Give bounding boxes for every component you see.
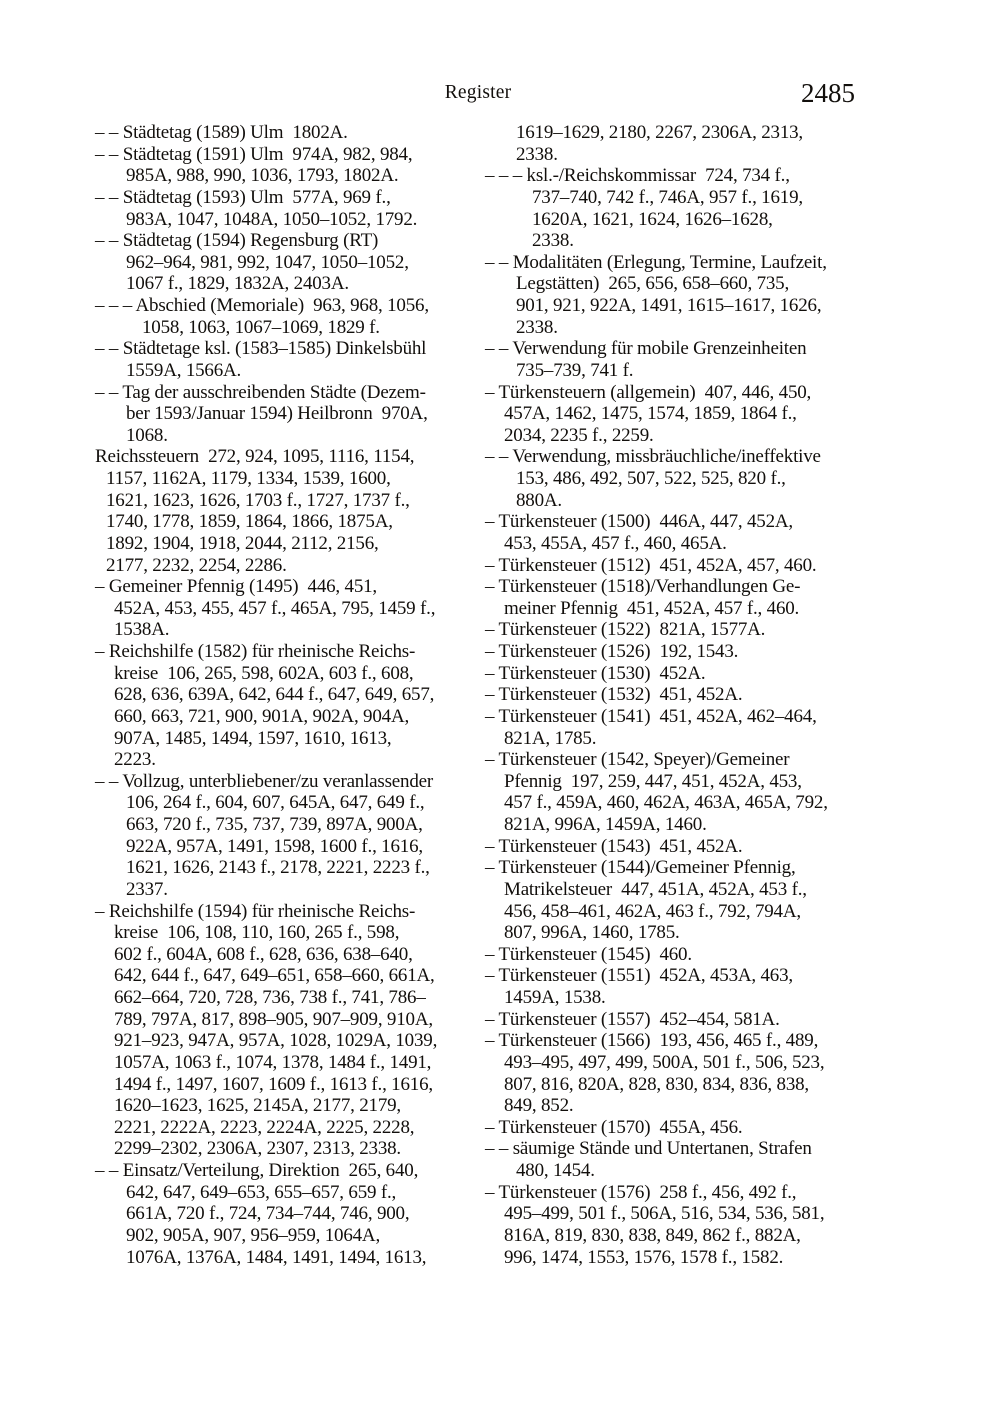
entry-continuation-line: 821A, 1785. xyxy=(504,727,597,749)
index-entry xyxy=(95,1160,471,1268)
entry-first-line: – Reichshilfe (1594) für rheinische Reichs- xyxy=(95,900,416,922)
entry-continuation-line: 1157, 1162A, 1179, 1334, 1539, 1600, xyxy=(106,468,391,489)
entry-first-line: – Türkensteuer (1500) 446A, 447, 452A, xyxy=(485,511,793,533)
entry-first-line: – – Vollzug, unterbliebener/zu veranlassender xyxy=(95,770,433,792)
entry-continuation-line: 2338. xyxy=(516,143,558,165)
index-entry xyxy=(485,965,861,1008)
page-number: 2485 xyxy=(801,78,855,108)
index-entry xyxy=(485,576,861,619)
entry-continuation-line: 1892, 1904, 1918, 2044, 2112, 2156, xyxy=(106,532,379,554)
entry-first-line: – – Städtetag (1593) Ulm 577A, 969 f., xyxy=(95,186,391,208)
entry-first-line: – – Modalitäten (Erlegung, Termine, Laufzeit, xyxy=(485,251,827,273)
entry-continuation-line: 153, 486, 492, 507, 522, 525, 820 f., xyxy=(516,468,786,489)
entry-continuation-line: kreise 106, 108, 110, 160, 265 f., 598, xyxy=(114,922,400,944)
entry-first-line: – Türkensteuer (1544)/Gemeiner Pfennig, xyxy=(485,857,796,879)
entry-continuation-line: 457A, 1462, 1475, 1574, 1859, 1864 f., xyxy=(504,403,797,425)
index-entry xyxy=(95,338,471,381)
entry-continuation-line: 983A, 1047, 1048A, 1050–1052, 1792. xyxy=(126,208,418,230)
index-entry xyxy=(95,901,471,1161)
entry-first-line: – Türkensteuer (1530) 452A. xyxy=(485,662,706,684)
entry-continuation-line: 2338. xyxy=(516,316,558,338)
entry-continuation-line: 1459A, 1538. xyxy=(504,987,606,1008)
running-title: Register xyxy=(444,82,512,103)
entry-continuation-line: 789, 797A, 817, 898–905, 907–909, 910A, xyxy=(114,1008,433,1030)
entry-first-line: – Türkensteuer (1566) 193, 456, 465 f., 489, xyxy=(485,1030,819,1052)
entry-continuation-line: 495–499, 501 f., 506A, 516, 534, 536, 581, xyxy=(504,1203,825,1225)
entry-first-line: – Türkensteuer (1557) 452–454, 581A. xyxy=(485,1008,780,1030)
entry-continuation-line: 807, 996A, 1460, 1785. xyxy=(504,922,680,944)
entry-continuation-line: 452A, 453, 455, 457 f., 465A, 795, 1459 f., xyxy=(114,597,436,619)
entry-first-line: Reichssteuern 272, 924, 1095, 1116, 1154, xyxy=(95,446,415,468)
entry-first-line: – – Verwendung für mobile Grenzeinheiten xyxy=(485,338,807,360)
entry-continuation-line: 735–739, 741 f. xyxy=(516,359,634,381)
entry-continuation-line: 1621, 1626, 2143 f., 2178, 2221, 2223 f., xyxy=(126,857,430,879)
entry-continuation-line: 456, 458–461, 462A, 463 f., 792, 794A, xyxy=(504,900,801,922)
index-entry xyxy=(485,619,861,641)
entry-continuation-line: 1067 f., 1829, 1832A, 2403A. xyxy=(126,273,349,295)
entry-continuation-line: 902, 905A, 907, 956–959, 1064A, xyxy=(126,1224,380,1246)
entry-continuation-line: 660, 663, 721, 900, 901A, 902A, 904A, xyxy=(114,705,410,727)
entry-first-line: 1619–1629, 2180, 2267, 2306A, 2313, xyxy=(516,122,803,143)
index-columns xyxy=(95,122,861,1268)
entry-continuation-line: 480, 1454. xyxy=(516,1160,595,1181)
entry-continuation-line: 661A, 720 f., 724, 734–744, 746, 900, xyxy=(126,1203,410,1225)
entry-continuation-line: 2034, 2235 f., 2259. xyxy=(504,424,654,446)
entry-first-line: – – säumige Stände und Untertanen, Strafen xyxy=(485,1138,812,1160)
index-entry xyxy=(485,511,861,554)
index-entry xyxy=(485,382,861,447)
index-entry xyxy=(95,641,471,771)
entry-continuation-line: 1494 f., 1497, 1607, 1609 f., 1613 f., 1616, xyxy=(114,1073,433,1095)
index-entry xyxy=(485,252,861,339)
index-entry xyxy=(485,944,861,966)
index-entry xyxy=(95,230,471,295)
entry-first-line: – Türkensteuer (1512) 451, 452A, 457, 460. xyxy=(485,554,817,576)
entry-continuation-line: 1559A, 1566A. xyxy=(126,359,242,381)
entry-continuation-line: 901, 921, 922A, 1491, 1615–1617, 1626, xyxy=(516,295,822,316)
entry-first-line: – Türkensteuer (1551) 452A, 453A, 463, xyxy=(485,965,793,987)
entry-first-line: – – Verwendung, missbräuchliche/ineffektive xyxy=(485,446,821,468)
index-entry xyxy=(95,771,471,901)
entry-continuation-line: 1620A, 1621, 1624, 1626–1628, xyxy=(532,208,773,230)
index-entry xyxy=(95,446,471,576)
entry-continuation-line: Pfennig 197, 259, 447, 451, 452A, 453, xyxy=(504,770,802,792)
entry-first-line: – Türkensteuer (1542, Speyer)/Gemeiner xyxy=(485,749,790,771)
entry-first-line: – – Städtetage ksl. (1583–1585) Dinkelsbühl xyxy=(95,338,427,360)
entry-continuation-line: Legstätten) 265, 656, 658–660, 735, xyxy=(516,273,790,295)
entry-continuation-line: 1058, 1063, 1067–1069, 1829 f. xyxy=(142,316,380,338)
entry-continuation-line: ber 1593/Januar 1594) Heilbronn 970A, xyxy=(126,403,428,425)
entry-continuation-line: 602 f., 604A, 608 f., 628, 636, 638–640, xyxy=(114,943,413,965)
entry-first-line: – Türkensteuer (1570) 455A, 456. xyxy=(485,1116,743,1138)
index-entry xyxy=(485,749,861,836)
entry-first-line: – – Tag der ausschreibenden Städte (Dezem- xyxy=(95,381,426,403)
entry-first-line: – Türkensteuer (1576) 258 f., 456, 492 f., xyxy=(485,1181,797,1203)
entry-first-line: – – Städtetag (1589) Ulm 1802A. xyxy=(95,122,348,143)
book-page xyxy=(95,78,861,1268)
entry-continuation-line: 493–495, 497, 499, 500A, 501 f., 506, 523, xyxy=(504,1051,825,1073)
entry-first-line: – Türkensteuer (1526) 192, 1543. xyxy=(485,641,739,662)
entry-continuation-line: 106, 264 f., 604, 607, 645A, 647, 649 f., xyxy=(126,792,425,814)
entry-continuation-line: 2223. xyxy=(114,749,156,771)
entry-continuation-line: 642, 647, 649–653, 655–657, 659 f., xyxy=(126,1181,397,1203)
entry-continuation-line: 1538A. xyxy=(114,619,170,641)
index-entry xyxy=(485,165,861,252)
entry-first-line: – Türkensteuern (allgemein) 407, 446, 450, xyxy=(485,381,812,403)
entry-first-line: – Türkensteuer (1541) 451, 452A, 462–464, xyxy=(485,705,817,727)
entry-continuation-line: 1068. xyxy=(126,424,168,446)
entry-continuation-line: 921–923, 947A, 957A, 1028, 1029A, 1039, xyxy=(114,1030,438,1052)
entry-continuation-line: 737–740, 742 f., 746A, 957 f., 1619, xyxy=(532,186,803,208)
entry-continuation-line: 907A, 1485, 1494, 1597, 1610, 1613, xyxy=(114,727,392,749)
entry-continuation-line: 2221, 2222A, 2223, 2224A, 2225, 2228, xyxy=(114,1116,415,1138)
index-entry xyxy=(485,1030,861,1117)
entry-first-line: – – Einsatz/Verteilung, Direktion 265, 640, xyxy=(95,1160,419,1181)
index-entry xyxy=(485,1009,861,1031)
entry-continuation-line: 2299–2302, 2306A, 2307, 2313, 2338. xyxy=(114,1138,401,1160)
entry-continuation-line: 2338. xyxy=(532,230,574,252)
index-entry-continuation xyxy=(485,122,861,165)
entry-continuation-line: 663, 720 f., 735, 737, 739, 897A, 900A, xyxy=(126,814,423,835)
entry-continuation-line: 457 f., 459A, 460, 462A, 463A, 465A, 792, xyxy=(504,792,828,814)
entry-first-line: – Reichshilfe (1582) für rheinische Reichs- xyxy=(95,641,416,662)
entry-continuation-line: 628, 636, 639A, 642, 644 f., 647, 649, 657, xyxy=(114,684,435,706)
entry-continuation-line: 816A, 819, 830, 838, 849, 862 f., 882A, xyxy=(504,1224,801,1246)
entry-first-line: – – Städtetag (1594) Regensburg (RT) xyxy=(95,230,379,252)
index-column-left xyxy=(95,122,471,1268)
entry-continuation-line: 1621, 1623, 1626, 1703 f., 1727, 1737 f., xyxy=(106,489,410,511)
entry-continuation-line: 1057A, 1063 f., 1074, 1378, 1484 f., 1491, xyxy=(114,1051,432,1073)
entry-continuation-line: 849, 852. xyxy=(504,1095,574,1117)
entry-first-line: – – Städtetag (1591) Ulm 974A, 982, 984, xyxy=(95,143,413,165)
entry-continuation-line: 821A, 996A, 1459A, 1460. xyxy=(504,814,707,835)
index-entry xyxy=(95,382,471,447)
entry-first-line: – Türkensteuer (1518)/Verhandlungen Ge- xyxy=(485,576,801,598)
index-entry xyxy=(485,706,861,749)
index-entry xyxy=(485,663,861,685)
entry-first-line: – Türkensteuer (1522) 821A, 1577A. xyxy=(485,619,766,641)
index-entry xyxy=(95,187,471,230)
index-entry xyxy=(95,122,471,144)
index-entry xyxy=(95,576,471,641)
index-entry xyxy=(485,857,861,944)
entry-first-line: – Türkensteuer (1543) 451, 452A. xyxy=(485,835,743,857)
entry-continuation-line: 807, 816, 820A, 828, 830, 834, 836, 838, xyxy=(504,1073,809,1095)
entry-continuation-line: 1076A, 1376A, 1484, 1491, 1494, 1613, xyxy=(126,1246,427,1268)
index-entry xyxy=(485,446,861,511)
entry-continuation-line: 1620–1623, 1625, 2145A, 2177, 2179, xyxy=(114,1095,401,1117)
entry-continuation-line: kreise 106, 265, 598, 602A, 603 f., 608, xyxy=(114,662,414,684)
entry-continuation-line: 2337. xyxy=(126,878,168,900)
index-entry xyxy=(485,1117,861,1139)
entry-continuation-line: 880A. xyxy=(516,489,562,511)
entry-continuation-line: Matrikelsteuer 447, 451A, 452A, 453 f., xyxy=(504,878,807,900)
page-header xyxy=(95,78,861,108)
index-entry xyxy=(485,1182,861,1269)
entry-continuation-line: 962–964, 981, 992, 1047, 1050–1052, xyxy=(126,251,409,273)
entry-continuation-line: 662–664, 720, 728, 736, 738 f., 741, 786– xyxy=(114,987,426,1008)
entry-continuation-line: 1740, 1778, 1859, 1864, 1866, 1875A, xyxy=(106,511,393,533)
entry-continuation-line: meiner Pfennig 451, 452A, 457 f., 460. xyxy=(504,597,800,619)
entry-first-line: – Türkensteuer (1545) 460. xyxy=(485,943,692,965)
index-entry xyxy=(485,836,861,858)
index-entry xyxy=(95,144,471,187)
entry-first-line: – Gemeiner Pfennig (1495) 446, 451, xyxy=(95,576,377,598)
index-entry xyxy=(485,338,861,381)
index-column-right xyxy=(485,122,861,1268)
index-entry xyxy=(95,295,471,338)
entry-first-line: – Türkensteuer (1532) 451, 452A. xyxy=(485,684,743,706)
index-entry xyxy=(485,555,861,577)
entry-first-line: – – – Abschied (Memoriale) 963, 968, 1056, xyxy=(95,295,429,316)
entry-first-line: – – – ksl.-/Reichskommissar 724, 734 f., xyxy=(485,165,790,187)
entry-continuation-line: 996, 1474, 1553, 1576, 1578 f., 1582. xyxy=(504,1246,784,1268)
index-entry xyxy=(485,684,861,706)
entry-continuation-line: 2177, 2232, 2254, 2286. xyxy=(106,554,287,576)
index-entry xyxy=(485,1138,861,1181)
entry-continuation-line: 985A, 988, 990, 1036, 1793, 1802A. xyxy=(126,165,399,187)
index-entry xyxy=(485,641,861,663)
entry-continuation-line: 642, 644 f., 647, 649–651, 658–660, 661A, xyxy=(114,965,435,987)
entry-continuation-line: 922A, 957A, 1491, 1598, 1600 f., 1616, xyxy=(126,835,423,857)
entry-continuation-line: 453, 455A, 457 f., 460, 465A. xyxy=(504,532,727,554)
